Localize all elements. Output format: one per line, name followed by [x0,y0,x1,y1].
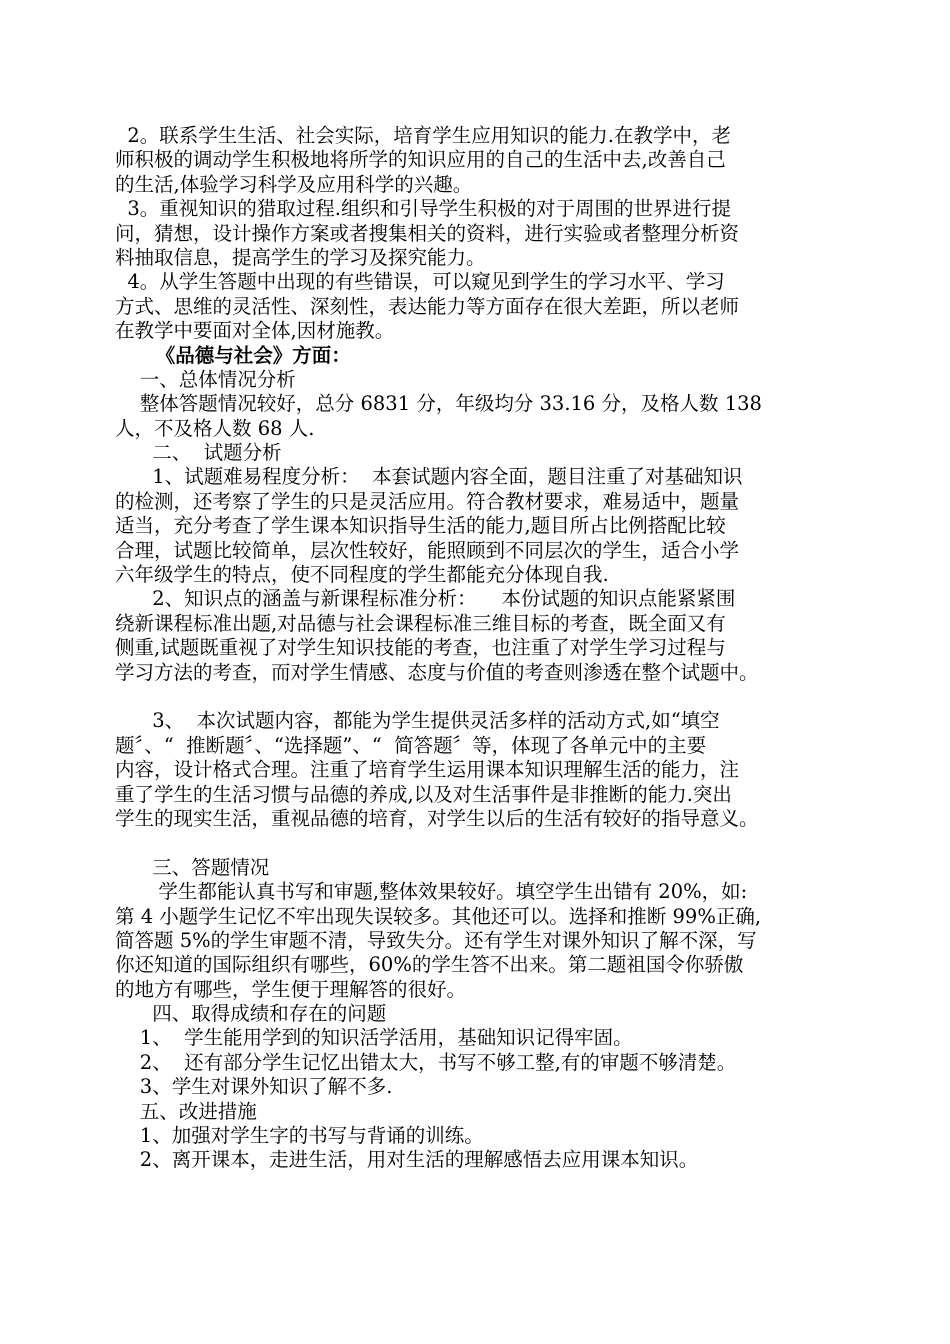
subsection-heading: 五、改进措施 [115,1099,257,1123]
paragraph-line: 在教学中要面对全体,因材施教。 [115,319,395,343]
document-page [115,124,855,1173]
paragraph-line: 六年级学生的特点，使不同程度的学生都能充分体现自我. [115,563,609,587]
paragraph-line: 3。重视知识的猎取过程.组织和引导学生积极的对于周围的世界进行提 [115,197,732,221]
section-heading: 《品德与社会》方面： [115,343,351,367]
paragraph-line: 学生的现实生活，重视品德的培育，对学生以后的生活有较好的指导意义。 [115,806,759,830]
list-item: 3、学生对课外知识了解不多. [115,1075,393,1099]
paragraph-line: 合理，试题比较简单，层次性较好，能照顾到不同层次的学生，适合小学 [115,538,740,562]
paragraph-line: 问，猜想，设计操作方案或者搜集相关的资料，进行实验或者整理分析资 [115,221,740,245]
paragraph-line: 料抽取信息，提高学生的学习及探究能力。 [115,245,486,269]
paragraph-line: 2、知识点的涵盖与新课程标准分析： 本份试题的知识点能紧紧围 [115,587,736,611]
paragraph-line: 人，不及格人数 68 人. [115,416,315,440]
paragraph-line: 的检测，还考察了学生的只是灵活应用。符合教材要求，难易适中，题量 [115,489,740,513]
paragraph-line: 整体答题情况较好，总分 6831 分，年级均分 33.16 分，及格人数 138 [115,392,762,416]
paragraph-line: 绕新课程标准出题,对品德与社会课程标准三维目标的考查，既全面又有 [115,611,726,635]
subsection-heading: 四、取得成绩和存在的问题 [115,1002,387,1026]
paragraph-line: 的生活,体验学习科学及应用科学的兴趣。 [115,172,473,196]
paragraph-line: 学习方法的考查，而对学生情感、态度与价值的考查则渗透在整个试题中。 [115,660,759,684]
paragraph-line: 内容，设计格式合理。注重了培育学生运用课本知识理解生活的能力，注 [115,758,740,782]
paragraph-line: 题〞、“ 推断题〞、“选择题”、“ 简答题〞等，体现了各单元中的主要 [115,733,707,757]
paragraph-line: 侧重,试题既重视了对学生知识技能的考查，也注重了对学生学习过程与 [115,636,726,660]
paragraph-line: 师积极的调动学生积极地将所学的知识应用的自己的生活中去,改善自己 [115,148,726,172]
list-item: 2、 还有部分学生记忆出错太大，书写不够工整,有的审题不够清楚。 [115,1050,737,1074]
paragraph-line: 适当，充分考查了学生课本知识指导生活的能力,题目所占比例搭配比较 [115,514,726,538]
paragraph-line: 第 4 小题学生记忆不牢出现失误较多。其他还可以。选择和推断 99%正确, [115,904,762,928]
subsection-heading: 一、总体情况分析 [115,367,296,391]
paragraph-line: 1、试题难易程度分析： 本套试题内容全面，题目注重了对基础知识 [115,465,743,489]
paragraph-line: 的地方有哪些，学生便于理解答的很好。 [115,977,467,1001]
paragraph-line: 3、 本次试题内容，都能为学生提供灵活多样的活动方式,如“填空 [115,709,720,733]
paragraph-line: 2。联系学生生活、社会实际，培育学生应用知识的能力.在教学中，老 [115,124,732,147]
paragraph-line: 简答题 5%的学生审题不清，导致失分。还有学生对课外知识了解不深，写 [115,928,757,952]
subsection-heading: 二、 试题分析 [115,441,282,465]
list-item: 1、加强对学生字的书写与背诵的训练。 [115,1124,484,1148]
list-item: 1、 学生能用学到的知识活学活用，基础知识记得牢固。 [115,1026,633,1050]
blank-line [115,685,855,709]
list-item: 2、离开课本，走进生活，用对生活的理解感悟去应用课本知识。 [115,1148,699,1172]
paragraph-line: 4。从学生答题中出现的有些错误，可以窥见到学生的学习水平、学习 [115,270,725,294]
subsection-heading: 三、答题情况 [115,855,270,879]
paragraph-line: 学生都能认真书写和审题,整体效果较好。填空学生出错有 20%，如: [115,880,748,904]
paragraph-line: 方式、思维的灵活性、深刻性，表达能力等方面存在很大差距，所以老师 [115,294,740,318]
paragraph-line: 你还知道的国际组织有哪些，60%的学生答不出来。第二题祖国令你骄傲 [115,953,744,977]
blank-line [115,831,855,855]
paragraph-line: 重了学生的生活习惯与品德的养成,以及对生活事件是非推断的能力.突出 [115,782,732,806]
